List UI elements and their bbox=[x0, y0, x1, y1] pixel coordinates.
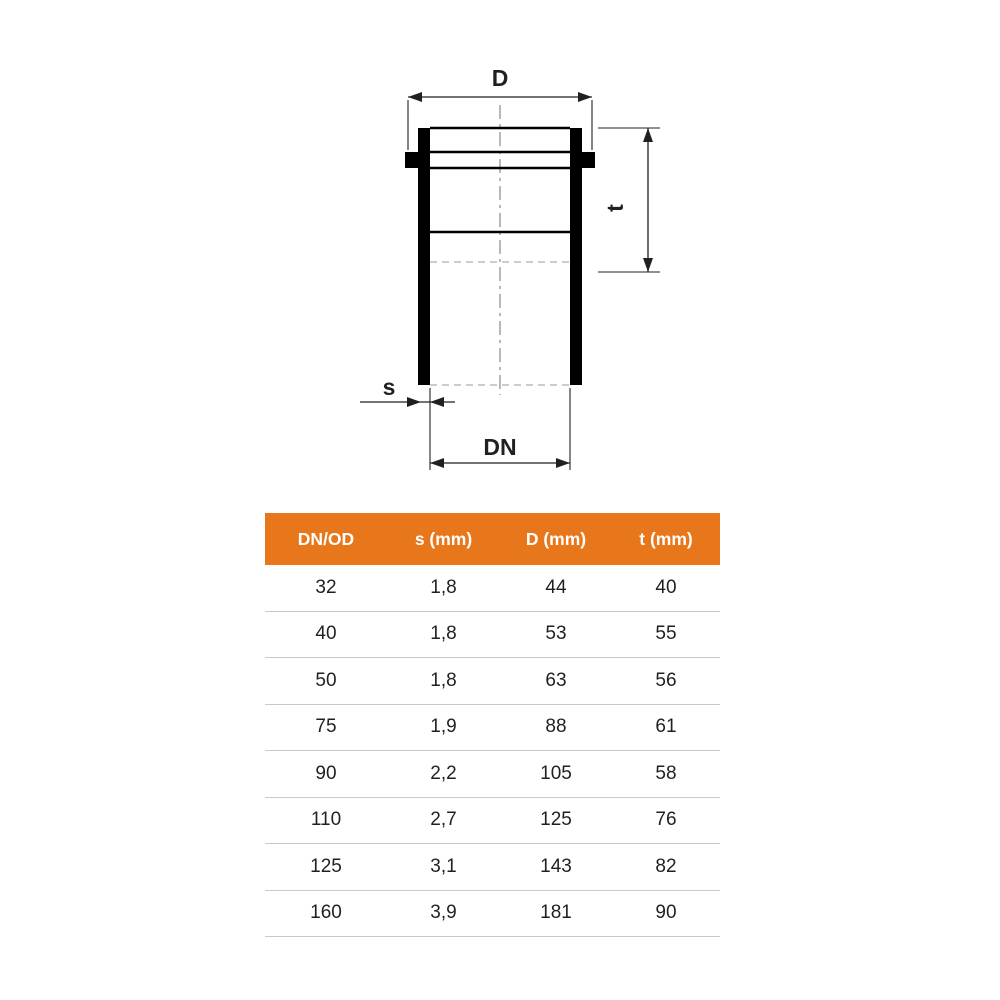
cell-dn-od: 50 bbox=[265, 658, 387, 705]
cell-dn-od: 75 bbox=[265, 704, 387, 751]
table-row bbox=[265, 658, 720, 705]
dimension-t bbox=[598, 128, 660, 272]
cell-dn-od: 32 bbox=[265, 565, 387, 611]
cell-d: 53 bbox=[500, 611, 612, 658]
column-header-s: s (mm) bbox=[387, 513, 500, 565]
table-body bbox=[265, 565, 720, 937]
cell-d: 44 bbox=[500, 565, 612, 611]
table-row bbox=[265, 565, 720, 611]
cell-s: 3,1 bbox=[387, 844, 500, 891]
table-row bbox=[265, 611, 720, 658]
cell-s: 3,9 bbox=[387, 890, 500, 937]
label-s: s bbox=[382, 374, 396, 400]
cell-s: 2,2 bbox=[387, 751, 500, 798]
specification-table bbox=[265, 513, 720, 937]
column-header-d: D (mm) bbox=[500, 513, 612, 565]
cell-t: 56 bbox=[612, 658, 720, 705]
cell-dn-od: 110 bbox=[265, 797, 387, 844]
cell-s: 1,9 bbox=[387, 704, 500, 751]
pipe-taper bbox=[418, 232, 582, 385]
table-row bbox=[265, 797, 720, 844]
cell-t: 82 bbox=[612, 844, 720, 891]
dimension-s bbox=[360, 374, 455, 407]
cell-dn-od: 160 bbox=[265, 890, 387, 937]
cell-s: 1,8 bbox=[387, 658, 500, 705]
label-t: t bbox=[602, 204, 628, 212]
cell-d: 181 bbox=[500, 890, 612, 937]
cell-t: 61 bbox=[612, 704, 720, 751]
dimension-DN bbox=[430, 388, 570, 470]
cell-s: 1,8 bbox=[387, 565, 500, 611]
label-D: D bbox=[491, 65, 509, 91]
cell-t: 90 bbox=[612, 890, 720, 937]
column-header-t: t (mm) bbox=[612, 513, 720, 565]
cell-t: 58 bbox=[612, 751, 720, 798]
table-header-row bbox=[265, 513, 720, 565]
specification-table-container bbox=[265, 513, 720, 937]
cell-d: 143 bbox=[500, 844, 612, 891]
label-DN: DN bbox=[483, 434, 517, 460]
cell-s: 1,8 bbox=[387, 611, 500, 658]
cell-d: 125 bbox=[500, 797, 612, 844]
cell-t: 76 bbox=[612, 797, 720, 844]
table-row bbox=[265, 751, 720, 798]
table-header bbox=[265, 513, 720, 565]
cell-t: 40 bbox=[612, 565, 720, 611]
column-header-dn-od: DN/OD bbox=[265, 513, 387, 565]
table-row bbox=[265, 844, 720, 891]
cell-dn-od: 125 bbox=[265, 844, 387, 891]
cell-dn-od: 40 bbox=[265, 611, 387, 658]
cell-d: 63 bbox=[500, 658, 612, 705]
table-row bbox=[265, 890, 720, 937]
cell-d: 105 bbox=[500, 751, 612, 798]
cell-dn-od: 90 bbox=[265, 751, 387, 798]
cell-s: 2,7 bbox=[387, 797, 500, 844]
table-row bbox=[265, 704, 720, 751]
cell-t: 55 bbox=[612, 611, 720, 658]
cell-d: 88 bbox=[500, 704, 612, 751]
